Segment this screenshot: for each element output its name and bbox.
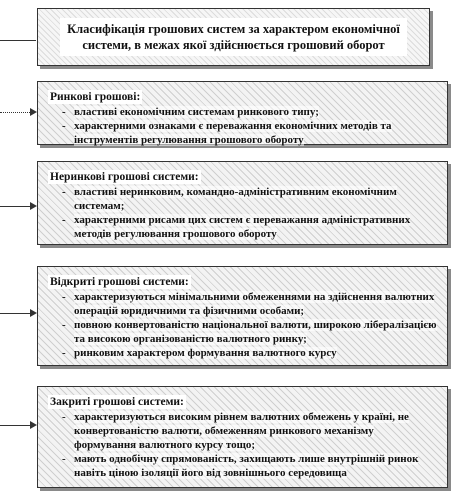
connector-line-nonmarket [0, 206, 30, 207]
connector-line-market [0, 112, 30, 113]
card-title: Відкриті грошові системи: [50, 276, 189, 288]
connector-line-title [0, 40, 36, 41]
arrow-head-market [30, 108, 37, 116]
list-item: - повною конвертованістю національної валюти, широкою лібералізацією та високою організованістю валютного ринку; [62, 319, 437, 345]
list-item: - характеризуються мінімальними обмеженнями на здійснення валютних операцій юридичними та фізичними особами; [62, 291, 435, 317]
list-item: - властиві економічним системам ринкового типу; [62, 106, 319, 118]
arrow-head-nonmarket [30, 202, 37, 210]
connector-line-closed [0, 425, 30, 426]
card-title: Неринкові грошові системи: [50, 171, 199, 183]
card-title: Ринкові грошові: [50, 91, 141, 103]
list-item: - ринковим характером формування валютного курсу [62, 347, 337, 359]
classification-title: Класифікація грошових систем за характером економічної системи, в межах якої здійснюється грошовий оборот [60, 18, 407, 56]
classification-title-box [37, 8, 430, 66]
connector-line-open [0, 313, 30, 314]
list-item: - характеризуються високим рівнем валютних обмежень у країні, не конвертованістю валюти, обмеженням ринкового механізму формування валютного курсу тощо; [62, 411, 409, 451]
card-title: Закриті грошові системи: [50, 396, 184, 408]
card-open-systems [37, 266, 448, 366]
list-item: - характерними рисами цих систем є переважання адміністративних методів регулювання грошового обороту [62, 214, 411, 240]
list-item: - властиві неринковим, командно-адміністративним економічним системам; [62, 186, 397, 212]
arrow-head-open [30, 309, 37, 317]
arrow-head-closed [30, 421, 37, 429]
list-item: - мають однобічну спрямованість, захищають лише внутрішній ринок навіть ціною ізоляції його від зовнішнього середовища [62, 453, 419, 479]
card-market-systems [37, 81, 448, 145]
card-nonmarket-systems [37, 161, 448, 245]
card-closed-systems [37, 386, 448, 488]
list-item: - характерними ознаками є переважання економічних методів та інструментів регулювання грошового обороту [62, 120, 392, 146]
